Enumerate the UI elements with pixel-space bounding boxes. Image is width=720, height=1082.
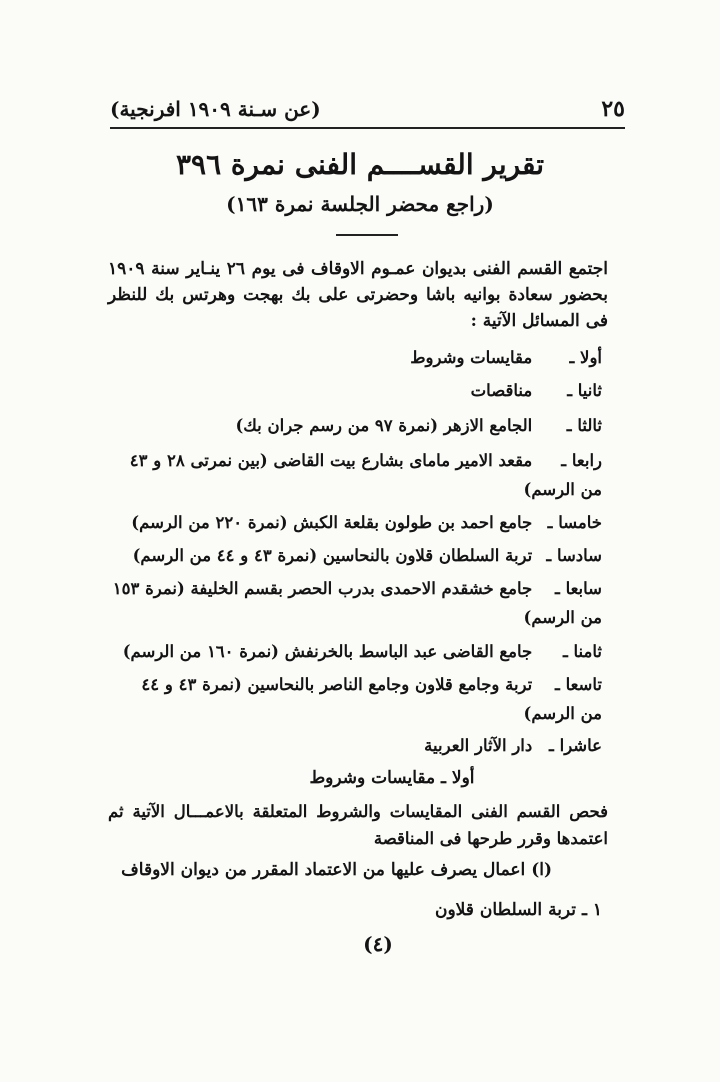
list-item	[112, 731, 602, 760]
body-paragraph: فحص القسم الفنى المقايسات والشروط المتعلقة بالاعمـــال الآتية ثم اعتمدها وقرر طرحها فى المناقصة	[108, 802, 608, 848]
section-heading: أولا ـ مقايسات وشروط	[309, 768, 475, 788]
list-item-label: عاشرا ـ	[549, 736, 602, 755]
list-item-text: جامع خشقدم الاحمدى بدرب الحصر بقسم الخليفة (نمرة ١٥٣	[112, 579, 533, 598]
header-title: (عن سـنة ١٩٠٩ افرنجية)	[110, 97, 321, 121]
list-item	[112, 376, 602, 405]
subsection-heading: (ا) اعمال يصرف عليها من الاعتماد المقرر من ديوان الاوقاف	[121, 860, 552, 880]
list-item-label: رابعا ـ	[561, 451, 602, 470]
header-rule	[110, 127, 625, 129]
report-title: تقرير القســــم الفنى نمرة ٣٩٦	[175, 148, 545, 181]
list-item	[112, 343, 602, 372]
page-number: ٢٥	[601, 96, 625, 122]
list-item-text: جامع احمد بن طولون بقلعة الكبش (نمرة ٢٢٠ من الرسم)	[131, 513, 533, 532]
list-item-text: دار الآثار العربية	[424, 736, 533, 755]
list-item-text: مقايسات وشروط	[410, 348, 533, 367]
list-item-continuation: من الرسم)	[523, 704, 602, 723]
list-item-label: سابعا ـ	[554, 579, 602, 598]
list-item-continuation: من الرسم)	[523, 480, 602, 499]
list-item	[112, 637, 602, 666]
list-item	[112, 411, 602, 440]
list-item-label: ثانيا ـ	[567, 381, 602, 400]
footer-page-number: (٤)	[363, 932, 393, 956]
list-item-label: ثالثا ـ	[566, 416, 602, 435]
list-item	[112, 574, 602, 632]
list-item	[112, 541, 602, 570]
report-subtitle: (راجع محضر الجلسة نمرة ١٦٣)	[226, 192, 494, 216]
list-item-label: أولا ـ	[569, 348, 602, 367]
list-item-label: سادسا ـ	[546, 546, 602, 565]
list-item	[112, 508, 602, 537]
list-item-text: الجامع الازهر (نمرة ٩٧ من رسم جران بك)	[235, 416, 533, 435]
intro-paragraph: اجتمع القسم الفنى بديوان عمـوم الاوقاف فى يوم ٢٦ ينـاير سنة ١٩٠٩ بحضور سعادة بوانيه باشا وحضرتى على بك بهجت وهرتس بك للنظر فى المسائل الآتية :	[108, 259, 608, 331]
list-item	[112, 670, 602, 728]
running-header	[110, 92, 625, 126]
list-item-text: مناقصات	[470, 381, 533, 400]
list-item-label: ثامنا ـ	[562, 642, 602, 661]
list-item-continuation: من الرسم)	[523, 608, 602, 627]
list-item-label: خامسا ـ	[547, 513, 602, 532]
list-item-text: تربة وجامع قلاون وجامع الناصر بالنحاسين (نمرة ٤٣ و ٤٤	[141, 675, 533, 694]
list-item-label: تاسعا ـ	[554, 675, 602, 694]
list-item-text: مقعد الامير ماماى بشارع بيت القاضى (بين نمرتى ٢٨ و ٤٣	[129, 451, 533, 470]
subsection-item: ١ ـ تربة السلطان قلاون	[434, 900, 602, 920]
title-divider	[336, 234, 398, 236]
list-item-text: جامع القاضى عبد الباسط بالخرنفش (نمرة ١٦٠ من الرسم)	[122, 642, 533, 661]
list-item-text: تربة السلطان قلاون بالنحاسين (نمرة ٤٣ و ٤٤ من الرسم)	[132, 546, 533, 565]
list-item	[112, 446, 602, 504]
